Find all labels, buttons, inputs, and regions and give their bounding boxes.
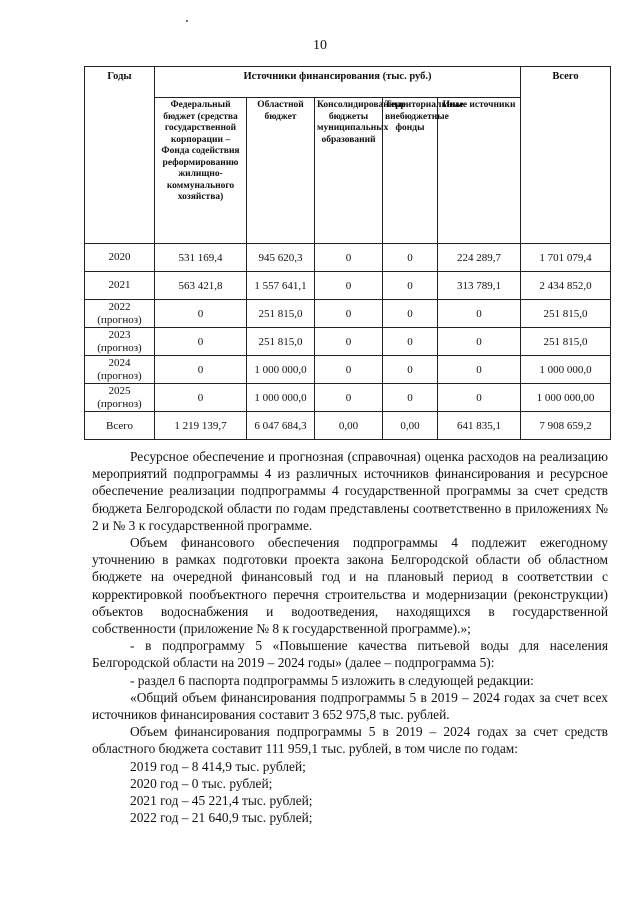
- header-sources: Источники финансирования (тыс. руб.): [155, 67, 521, 98]
- cell-total: 251 815,0: [521, 300, 611, 328]
- cell-other: 0: [438, 300, 521, 328]
- cell-federal: 563 421,8: [155, 272, 247, 300]
- cell-offbudget: 0: [383, 300, 438, 328]
- cell-federal: 0: [155, 384, 247, 412]
- header-total: Всего: [521, 67, 611, 244]
- table-row: [85, 272, 611, 300]
- paragraph: - раздел 6 паспорта подпрограммы 5 изложить в следующей редакции:: [130, 672, 534, 688]
- cell-offbudget: 0: [383, 356, 438, 384]
- cell-municipal: 0: [315, 356, 383, 384]
- cell-municipal: 0: [315, 328, 383, 356]
- table-row: [85, 384, 611, 412]
- cell-regional: 6 047 684,3: [247, 412, 315, 440]
- cell-federal: 531 169,4: [155, 244, 247, 272]
- cell-regional: 251 815,0: [247, 300, 315, 328]
- subheader-offbudget: Территориальные внебюджетные фонды: [383, 98, 438, 244]
- cell-total: 2 434 852,0: [521, 272, 611, 300]
- subheader-regional: Областной бюджет: [247, 98, 315, 244]
- row-year: 2024 (прогноз): [85, 356, 155, 384]
- table-row: [85, 328, 611, 356]
- cell-other: 0: [438, 356, 521, 384]
- cell-total: 251 815,0: [521, 328, 611, 356]
- paragraph: 2020 год – 0 тыс. рублей;: [130, 775, 273, 791]
- cell-regional: 945 620,3: [247, 244, 315, 272]
- cell-total: 7 908 659,2: [521, 412, 611, 440]
- scan-speck: [186, 20, 188, 22]
- row-year: 2025 (прогноз): [85, 384, 155, 412]
- cell-regional: 251 815,0: [247, 328, 315, 356]
- cell-federal: 0: [155, 328, 247, 356]
- cell-other: 641 835,1: [438, 412, 521, 440]
- paragraph: Объем финансирования подпрограммы 5 в 2019 – 2024 годах за счет средств областного бюджета составит 111 959,1 тыс. рублей, в том числе по годам:: [92, 724, 608, 757]
- cell-regional: 1 000 000,0: [247, 384, 315, 412]
- cell-offbudget: 0: [383, 272, 438, 300]
- cell-municipal: 0: [315, 384, 383, 412]
- cell-municipal: 0: [315, 244, 383, 272]
- row-year: Всего: [85, 412, 155, 440]
- row-year: 2020: [85, 244, 155, 272]
- row-year: 2022 (прогноз): [85, 300, 155, 328]
- paragraph: - в подпрограмму 5 «Повышение качества питьевой воды для населения Белгородской области на 2019 – 2024 годы» (далее – подпрограмма 5):: [92, 638, 608, 671]
- cell-other: 313 789,1: [438, 272, 521, 300]
- cell-regional: 1 000 000,0: [247, 356, 315, 384]
- cell-total: 1 000 000,00: [521, 384, 611, 412]
- paragraph: Объем финансового обеспечения подпрограммы 4 подлежит ежегодному уточнению в рамках подготовки проекта закона Белгородской области об областном бюджете на очередной финансовый год и на плановый период в соответствии с корректировкой пообъектного перечня строительства и модернизации (реконструкции) объектов водоснабжения и водоотведения, находящихся в государственной собственности (приложение № 8 к государственной программе).»;: [92, 535, 608, 637]
- cell-regional: 1 557 641,1: [247, 272, 315, 300]
- cell-municipal: 0: [315, 272, 383, 300]
- subheader-other: Иные источники: [438, 98, 521, 244]
- cell-federal: 1 219 139,7: [155, 412, 247, 440]
- table-row-total: [85, 412, 611, 440]
- row-year: 2023 (прогноз): [85, 328, 155, 356]
- financing-table: [84, 66, 611, 440]
- table-row: [85, 244, 611, 272]
- cell-total: 1 701 079,4: [521, 244, 611, 272]
- paragraph: Ресурсное обеспечение и прогнозная (справочная) оценка расходов на реализацию мероприятий подпрограммы 4 из различных источников финансирования и ресурсное обеспечение реализации подпрограммы 4 государственной программы за счет средств бюджета Белгородской области по годам представлены соответственно в приложениях № 2 и № 3 к государственной программе.: [92, 449, 608, 533]
- cell-municipal: 0,00: [315, 412, 383, 440]
- row-year: 2021: [85, 272, 155, 300]
- header-years: Годы: [85, 67, 155, 244]
- cell-offbudget: 0: [383, 384, 438, 412]
- page-number: 10: [313, 38, 327, 53]
- cell-federal: 0: [155, 300, 247, 328]
- table-body: [85, 244, 611, 440]
- table-row: [85, 356, 611, 384]
- subheader-federal: Федеральный бюджет (средства государственной корпорации – Фонда содействия реформированию жилищно-коммунального хозяйства): [155, 98, 247, 244]
- cell-offbudget: 0: [383, 244, 438, 272]
- cell-offbudget: 0,00: [383, 412, 438, 440]
- cell-federal: 0: [155, 356, 247, 384]
- cell-total: 1 000 000,0: [521, 356, 611, 384]
- cell-other: 224 289,7: [438, 244, 521, 272]
- subheader-municipal: Консолидированные бюджеты муниципальных образований: [315, 98, 383, 244]
- paragraph: «Общий объем финансирования подпрограммы 5 в 2019 – 2024 годах за счет всех источников финансирования составит 3 652 975,8 тыс. рублей.: [92, 689, 608, 723]
- table-row: [85, 300, 611, 328]
- body-text: [92, 448, 608, 826]
- cell-other: 0: [438, 328, 521, 356]
- paragraph: 2022 год – 21 640,9 тыс. рублей;: [130, 810, 313, 826]
- paragraph: 2019 год – 8 414,9 тыс. рублей;: [130, 758, 306, 774]
- cell-other: 0: [438, 384, 521, 412]
- paragraph: 2021 год – 45 221,4 тыс. рублей;: [130, 793, 313, 809]
- cell-offbudget: 0: [383, 328, 438, 356]
- cell-municipal: 0: [315, 300, 383, 328]
